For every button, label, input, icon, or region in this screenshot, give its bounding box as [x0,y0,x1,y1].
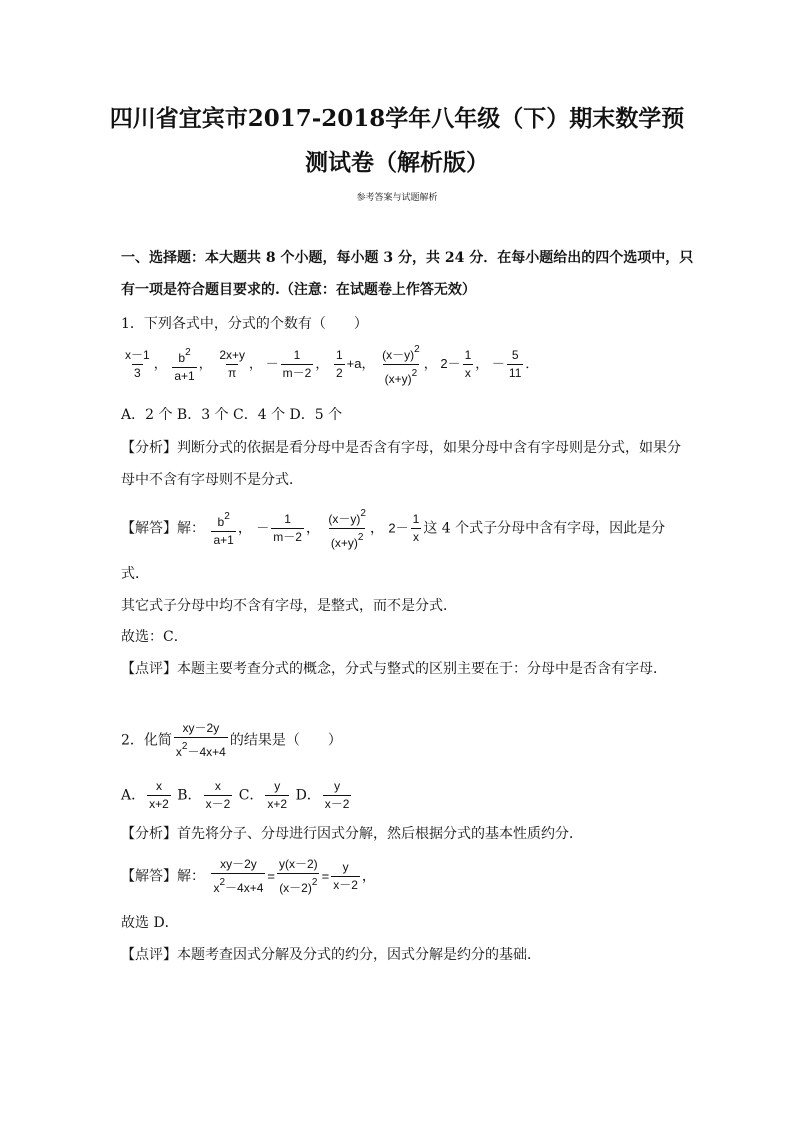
q2-answer: 故选 D． [121,915,179,931]
q1-frac-6: $\frac{(x-y)^2}{(x+y)^2}$ [382,344,420,386]
q2-option-d-frac: $\frac{y}{x-2}$ [324,779,350,811]
q2-sol-frac-1: $\frac{xy-2y}{x^2-4x+4}$ [213,857,264,895]
q1-options: A．2 个 B．3 个 C．4 个 D．5 个 [121,407,343,423]
q1-frac-5: $\frac{1}{2}$ [335,348,343,380]
q1-sol-frac-4: $\frac{1}{x}$ [412,512,420,544]
q1-frac-2: $\frac{b^2}{a+1}$ [174,347,195,383]
q1-frac-4: $\frac{1}{m-2}$ [282,348,312,380]
q2-option-c-frac: $\frac{y}{x+2}$ [267,779,288,811]
section-heading-1: 一、选择题：本大题共 8 个小题，每小题 3 分，共 24 分．在每小题给出的四个选项中，只 [121,250,694,266]
q2-sol-frac-3: $\frac{y}{x-2}$ [333,860,358,892]
q1-other: 其它式子分母中均不含有字母，是整式，而不是分式． [121,598,457,614]
q2-options: A． $\frac{x}{x+2}$ B． $\frac{x}{x-2}$ C． $\frac{y}{x+2}$ D． $\frac{y}{x-2}$ [121,779,350,811]
q1-analysis-1: 【分析】判断分式的依据是看分母中是否含有字母，如果分母中含有字母则是分式，如果分 [121,440,681,456]
q1-frac-7: $\frac{1}{x}$ [464,348,472,380]
q2-sol-frac-2: $\frac{y(x-2)}{(x-2)^2}$ [278,857,318,895]
q2-comment: 【点评】本题考查因式分解及分式的约分，因式分解是约分的基础． [121,947,541,963]
q1-frac-8: $\frac{5}{11}$ [508,348,522,380]
page-title-line1: 四川省宜宾市2017-2018学年八年级（下）期末数学预 [109,105,685,132]
q1-sol-frac-3: $\frac{(x-y)^2}{(x+y)^2}$ [328,508,366,550]
q1-solution: 【解答】解： $\frac{b^2}{a+1}$ ， － $\frac{1}{m-2}$ ， $\frac{(x-y)^2}{(x+y)^2}$ ， 2－ $\frac{1}{x}$ 这 4 个式子分母中含有字母，因此是分 [121,505,665,552]
q1-comment: 【点评】本题主要考查分式的概念，分式与整式的区别主要在于：分母中是否含有字母． [121,661,667,677]
q1-expressions: $\frac{x-1}{3}$ ， $\frac{b^2}{a+1}$ ， $\frac{2x+y}{\pi}$ ， － $\frac{1}{m-2}$ ， $\frac{1}{2}$ +a， $\frac{(x-y)^2}{(x+y)^2}$ ， 2－ $\frac{1}{x}$ ， － $\frac{5}{11}$ ． [121,341,538,388]
q2-solution: 【解答】解： $\frac{xy-2y}{x^2-4x+4}$ = $\frac{y(x-2)}{(x-2)^2}$ = $\frac{y}{x-2}$ ， [121,857,376,895]
q1-sol-frac-1: $\frac{b^2}{a+1}$ [213,511,234,547]
q2-option-a-frac: $\frac{x}{x+2}$ [149,779,169,811]
q1-frac-3: $\frac{2x+y}{\pi}$ [219,348,246,380]
q1-stem: 1．下列各式中，分式的个数有（ ） [121,316,368,332]
subtitle: 参考答案与试题解析 [356,193,438,203]
page-title-line2: 测试卷（解析版） [305,149,489,176]
q2-stem: 2．化简 $\frac{xy-2y}{x^2-4x+4}$ 的结果是（ ） [121,721,342,759]
q1-solution-cont: 式． [121,566,149,582]
q1-analysis-2: 母中不含有字母则不是分式． [121,472,303,488]
section-heading-2: 有一项是符合题目要求的.（注意：在试题卷上作答无效） [121,282,476,298]
q2-analysis: 【分析】首先将分子、分母进行因式分解，然后根据分式的基本性质约分． [121,826,583,842]
q2-option-b-frac: $\frac{x}{x-2}$ [205,779,231,811]
q2-frac: $\frac{xy-2y}{x^2-4x+4}$ [175,721,226,759]
q1-answer: 故选：C． [121,629,188,645]
q1-sol-frac-2: $\frac{1}{m-2}$ [273,512,302,544]
q1-frac-1: $\frac{x-1}{3}$ [125,348,150,380]
